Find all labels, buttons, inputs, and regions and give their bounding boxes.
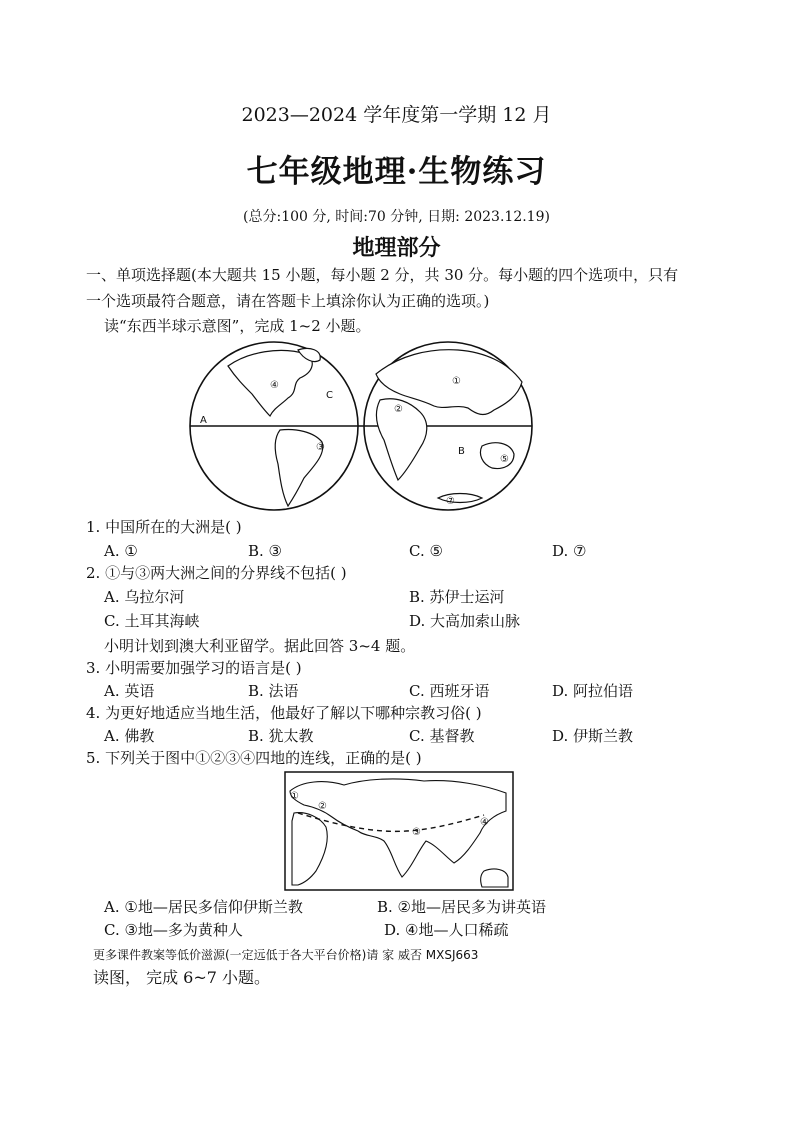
question-5-option-d[interactable]: D. ④地—人口稀疏 <box>384 921 509 939</box>
question-4-stem: 4. 为更好地适应当地生活，他最好了解以下哪种宗教习俗( ) <box>86 704 482 722</box>
question-3-stem: 3. 小明需要加强学习的语言是( ) <box>86 659 302 677</box>
map-label-3: ③ <box>316 442 325 453</box>
route-map <box>284 771 514 891</box>
prompt-1: 读“东西半球示意图”，完成 1~2 小题。 <box>104 317 371 335</box>
question-2-option-a[interactable]: A. 乌拉尔河 <box>104 588 185 606</box>
section-title: 地理部分 <box>352 235 441 261</box>
question-5-option-c[interactable]: C. ③地—多为黄种人 <box>104 921 243 939</box>
map-label-B: B <box>458 446 465 457</box>
question-3-option-b[interactable]: B. 法语 <box>248 682 299 700</box>
south-america-shape <box>275 430 323 507</box>
question-5-option-b[interactable]: B. ②地—居民多为讲英语 <box>377 898 547 916</box>
question-2-option-c[interactable]: C. 土耳其海峡 <box>104 612 200 630</box>
prompt-2: 小明计划到澳大利亚留学。据此回答 3~4 题。 <box>104 637 416 655</box>
question-3-option-d[interactable]: D. 阿拉伯语 <box>552 682 634 700</box>
map-label-7: ⑦ <box>446 496 455 507</box>
question-3-option-c[interactable]: C. 西班牙语 <box>409 682 490 700</box>
western-continents <box>228 348 323 506</box>
question-4-option-b[interactable]: B. 犹太教 <box>248 727 314 745</box>
australia-shape <box>480 443 514 469</box>
route-label-1: ① <box>290 791 299 802</box>
route-label-2: ② <box>318 801 327 812</box>
map-label-5: ⑤ <box>500 454 509 465</box>
prompt-3: 读图， 完成 6~7 小题。 <box>93 968 271 987</box>
question-3-option-a[interactable]: A. 英语 <box>104 682 155 700</box>
instructions-line-2: 一个选项最符合题意，请在答题卡上填涂你认为正确的选项。) <box>86 292 490 310</box>
island-landmass <box>481 869 508 887</box>
question-2-stem: 2. ①与③两大洲之间的分界线不包括( ) <box>86 564 347 582</box>
antarctica-shape <box>438 494 482 503</box>
question-1-option-d[interactable]: D. ⑦ <box>552 542 587 560</box>
map-label-4: ④ <box>270 380 279 391</box>
route-label-4: ④ <box>480 817 489 828</box>
question-1-option-c[interactable]: C. ⑤ <box>409 542 443 560</box>
page-title: 七年级地理·生物练习 <box>246 154 547 190</box>
ad-notice: 更多课件教案等低价滋源(一定远低于各大平台价格)请 家 威否 MXSJ663 <box>93 948 479 962</box>
question-1-option-a[interactable]: A. ① <box>104 542 138 560</box>
instructions-line-1: 一、单项选择题(本大题共 15 小题，每小题 2 分，共 30 分。每小题的四个选项中，只有 <box>86 266 679 284</box>
question-2-option-d[interactable]: D. 大高加索山脉 <box>409 612 521 630</box>
map-label-C: C <box>326 390 333 401</box>
term-heading: 2023—2024 学年度第一学期 12 月 <box>241 104 552 126</box>
question-1-option-b[interactable]: B. ③ <box>248 542 283 560</box>
route-label-3: ③ <box>412 827 421 838</box>
question-4-option-d[interactable]: D. 伊斯兰教 <box>552 727 634 745</box>
map-label-2: ② <box>394 404 403 415</box>
question-5-option-a[interactable]: A. ①地—居民多信仰伊斯兰教 <box>104 898 303 916</box>
question-4-option-a[interactable]: A. 佛教 <box>104 727 155 745</box>
map-label-A: A <box>200 415 207 426</box>
exam-meta: (总分:100 分, 时间:70 分钟, 日期: 2023.12.19) <box>243 209 550 225</box>
question-5-stem: 5. 下列关于图中①②③④四地的连线，正确的是( ) <box>86 749 422 767</box>
question-4-option-c[interactable]: C. 基督教 <box>409 727 475 745</box>
question-2-option-b[interactable]: B. 苏伊士运河 <box>409 588 505 606</box>
question-1-stem: 1. 中国所在的大洲是( ) <box>86 518 242 536</box>
hemispheres-map <box>188 338 538 514</box>
map-label-1: ① <box>452 376 461 387</box>
